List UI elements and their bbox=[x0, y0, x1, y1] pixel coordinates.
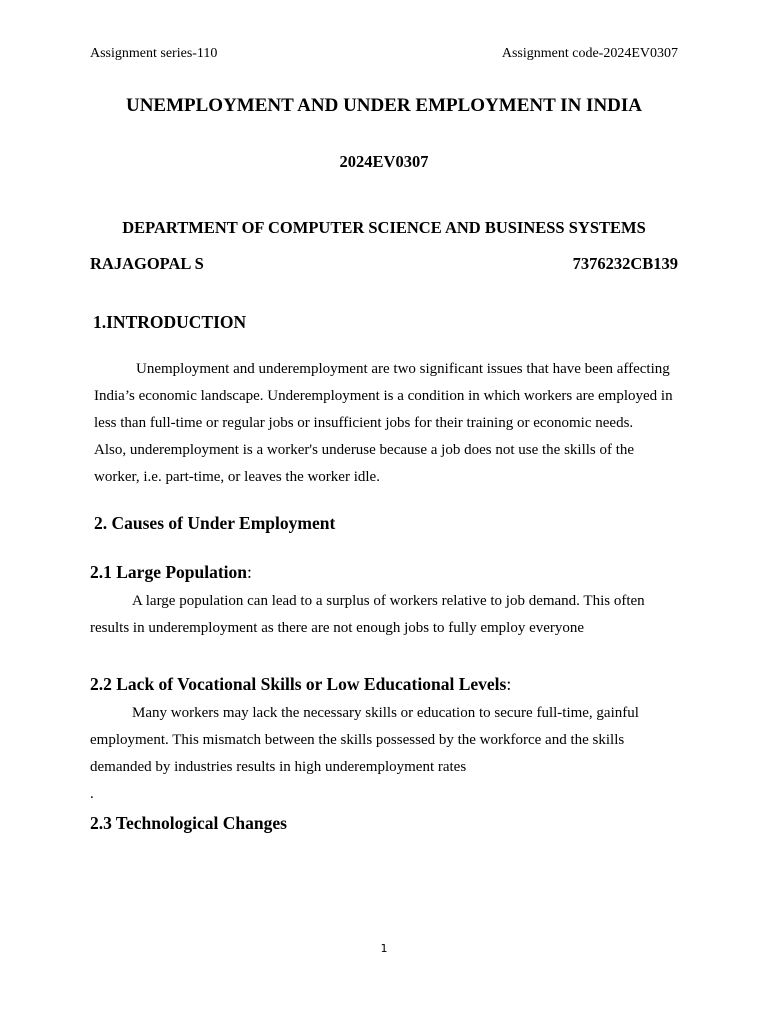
paragraph-line: demanded by industries results in high underemployment rates bbox=[90, 759, 467, 775]
introduction-paragraph bbox=[94, 356, 673, 491]
large-population-paragraph bbox=[90, 588, 645, 642]
paragraph-line: . bbox=[90, 786, 94, 802]
large-population-heading bbox=[90, 562, 252, 583]
vocational-skills-heading-text: 2.2 Lack of Vocational Skills or Low Educational Levels bbox=[90, 674, 507, 694]
roll-number: 7376232CB139 bbox=[572, 254, 678, 273]
vocational-skills-heading bbox=[90, 674, 511, 695]
paragraph-line: Many workers may lack the necessary skills or education to secure full-time, gainful bbox=[132, 705, 639, 721]
header-left-text: Assignment series-110 bbox=[90, 46, 218, 61]
large-population-heading-text: 2.1 Large Population bbox=[90, 562, 248, 582]
department-name: DEPARTMENT OF COMPUTER SCIENCE AND BUSINESS SYSTEMS bbox=[122, 218, 646, 237]
paragraph-line: Unemployment and underemployment are two significant issues that have been affecting bbox=[136, 361, 670, 377]
page-number: 1 bbox=[380, 942, 388, 955]
vocational-skills-paragraph bbox=[90, 700, 639, 808]
paragraph-line: less than full-time or regular jobs or insufficient jobs for their training or economic needs. bbox=[94, 415, 634, 431]
technological-changes-heading: 2.3 Technological Changes bbox=[90, 813, 287, 833]
header-right-text: Assignment code-2024EV0307 bbox=[501, 46, 678, 61]
paragraph-line: India’s economic landscape. Underemployment is a condition in which workers are employed in bbox=[94, 388, 673, 404]
assignment-code: 2024EV0307 bbox=[339, 152, 429, 171]
document-title: UNEMPLOYMENT AND UNDER EMPLOYMENT IN INDIA bbox=[125, 95, 642, 116]
paragraph-line: worker, i.e. part-time, or leaves the worker idle. bbox=[94, 469, 380, 485]
causes-heading: 2. Causes of Under Employment bbox=[94, 513, 336, 533]
heading-colon: : bbox=[247, 562, 252, 582]
heading-colon: : bbox=[506, 674, 512, 694]
introduction-heading: 1.INTRODUCTION bbox=[93, 312, 247, 332]
paragraph-line: A large population can lead to a surplus of workers relative to job demand. This often bbox=[132, 593, 645, 609]
paragraph-line: employment. This mismatch between the skills possessed by the workforce and the skills bbox=[90, 732, 625, 748]
paragraph-line: results in underemployment as there are not enough jobs to fully employ everyone bbox=[90, 620, 585, 636]
paragraph-line: Also, underemployment is a worker's underuse because a job does not use the skills of the bbox=[94, 442, 635, 458]
author-name: RAJAGOPAL S bbox=[90, 254, 204, 273]
